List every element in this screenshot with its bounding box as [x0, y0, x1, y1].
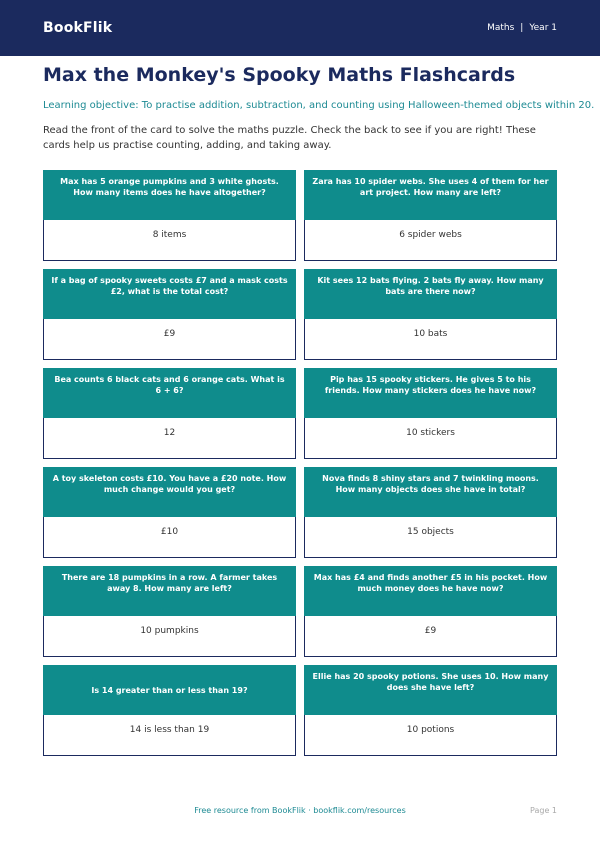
meta-separator: |	[520, 23, 524, 33]
card-back: 6 spider webs	[304, 220, 557, 261]
year-label: Year 1	[529, 23, 557, 33]
brand-logo[interactable]: BookFlik	[43, 20, 113, 36]
card-back: 8 items	[43, 220, 296, 261]
flashcard-grid	[43, 170, 557, 756]
card-back: 15 objects	[304, 517, 557, 558]
card-front: There are 18 pumpkins in a row. A farmer takes away 8. How many are left?	[43, 566, 296, 616]
header-meta	[487, 23, 557, 33]
card-front: Is 14 greater than or less than 19?	[43, 665, 296, 715]
card-back: £9	[43, 319, 296, 360]
flashcard	[304, 467, 557, 558]
intro-text: Read the front of the card to solve the maths puzzle. Check the back to see if you are right! These cards help us practise counting, adding, and taking away.	[43, 125, 536, 151]
card-front: Nova finds 8 shiny stars and 7 twinkling moons. How many objects does she have in total?	[304, 467, 557, 517]
card-front: Max has £4 and finds another £5 in his pocket. How much money does he have now?	[304, 566, 557, 616]
flashcard	[43, 566, 296, 657]
card-back: 10 stickers	[304, 418, 557, 459]
card-front: If a bag of spooky sweets costs £7 and a mask costs £2, what is the total cost?	[43, 269, 296, 319]
flashcard	[304, 269, 557, 360]
page-title: Max the Monkey's Spooky Maths Flashcards	[43, 64, 516, 86]
page-number: Page 1	[530, 806, 557, 815]
flashcard	[43, 665, 296, 756]
card-back: 14 is less than 19	[43, 715, 296, 756]
card-back: 10 bats	[304, 319, 557, 360]
flashcard	[43, 467, 296, 558]
card-front: Bea counts 6 black cats and 6 orange cats. What is 6 + 6?	[43, 368, 296, 418]
flashcard	[43, 170, 296, 261]
card-front: Zara has 10 spider webs. She uses 4 of them for her art project. How many are left?	[304, 170, 557, 220]
header-bar	[0, 0, 600, 56]
card-back: £10	[43, 517, 296, 558]
learning-objective: Learning objective: To practise addition, subtraction, and counting using Halloween-themed objects within 20.	[43, 100, 595, 111]
flashcard	[304, 170, 557, 261]
flashcard	[43, 368, 296, 459]
flashcard	[304, 566, 557, 657]
card-back: 10 potions	[304, 715, 557, 756]
subject-label: Maths	[487, 23, 515, 33]
card-front: Ellie has 20 spooky potions. She uses 10. How many does she have left?	[304, 665, 557, 715]
card-back: £9	[304, 616, 557, 657]
card-back: 12	[43, 418, 296, 459]
flashcard	[304, 665, 557, 756]
card-front: Max has 5 orange pumpkins and 3 white ghosts. How many items does he have altogether?	[43, 170, 296, 220]
card-front: A toy skeleton costs £10. You have a £20 note. How much change would you get?	[43, 467, 296, 517]
card-back: 10 pumpkins	[43, 616, 296, 657]
footer-credit[interactable]: Free resource from BookFlik · bookflik.com/resources	[194, 806, 406, 815]
flashcard	[43, 269, 296, 360]
flashcard	[304, 368, 557, 459]
card-front: Pip has 15 spooky stickers. He gives 5 to his friends. How many stickers does he have now?	[304, 368, 557, 418]
card-front: Kit sees 12 bats flying. 2 bats fly away. How many bats are there now?	[304, 269, 557, 319]
